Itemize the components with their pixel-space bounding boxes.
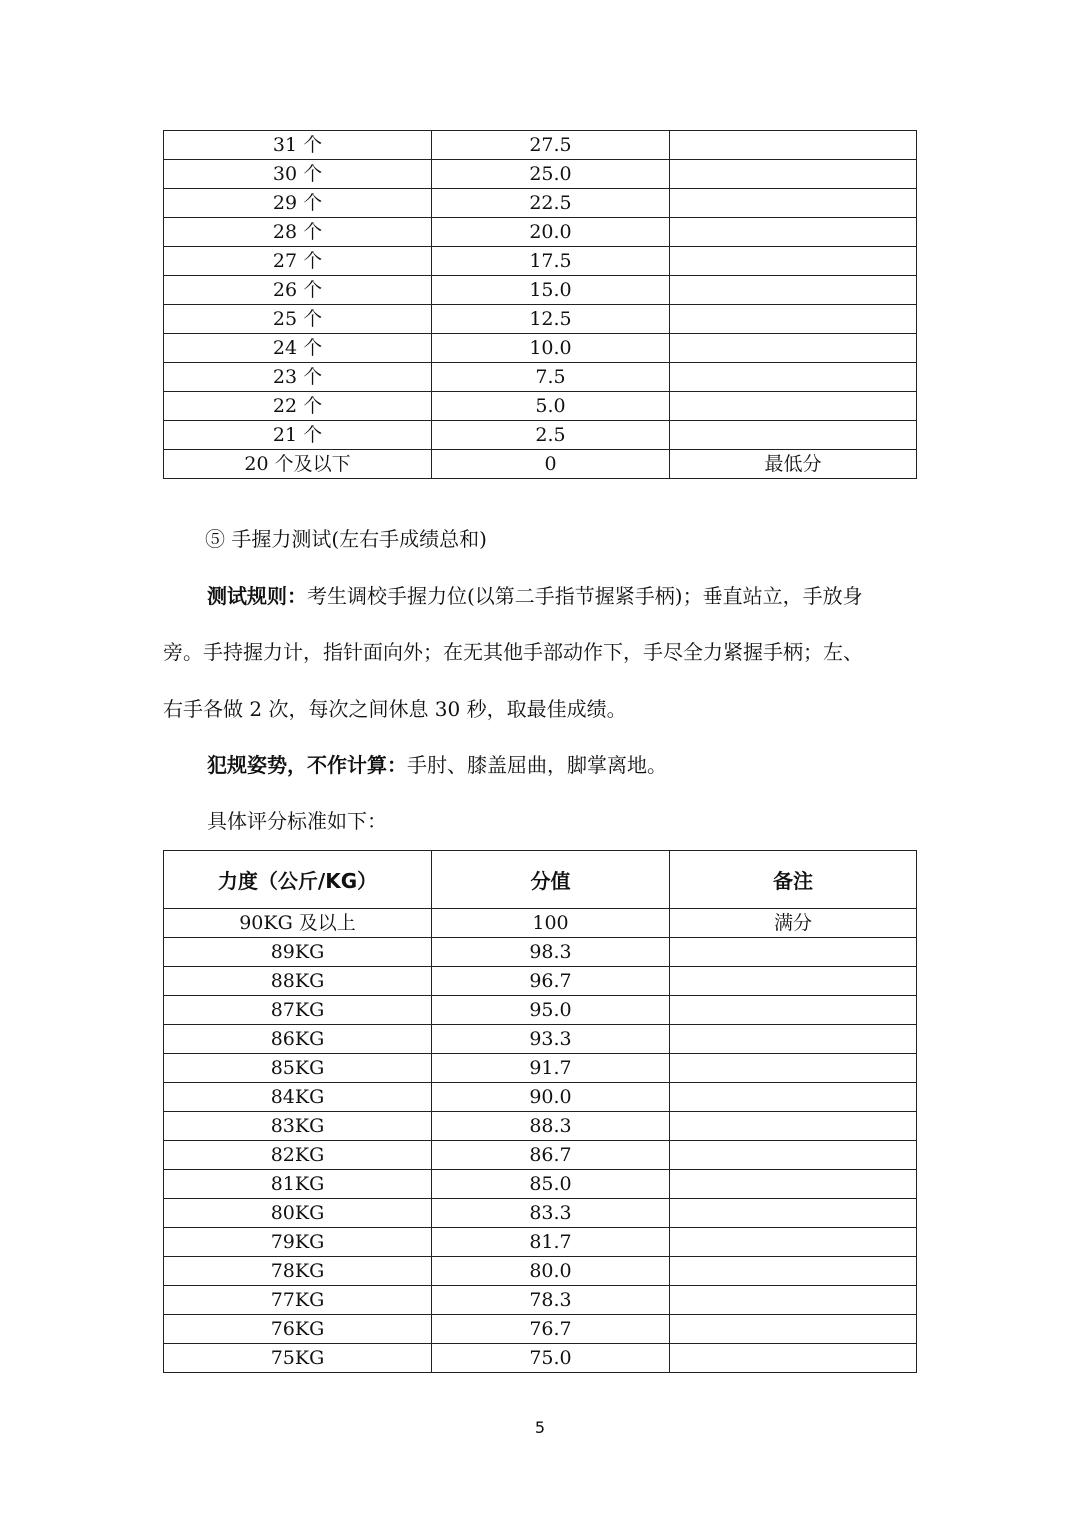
cell-score: 96.7 [432,967,670,996]
cell-remark [670,334,917,363]
grip-strength-table [163,850,917,1373]
cell-count: 84KG [164,1083,432,1112]
score-table-continued [163,130,917,479]
table-row [164,160,917,189]
cell-count: 88KG [164,967,432,996]
header-remark: 备注 [670,851,917,909]
cell-score: 7.5 [432,363,670,392]
table-row [164,1199,917,1228]
cell-score: 76.7 [432,1315,670,1344]
cell-count: 85KG [164,1054,432,1083]
cell-remark [670,1141,917,1170]
cell-score: 80.0 [432,1257,670,1286]
cell-score: 12.5 [432,305,670,334]
section-title: ⑤ 手握力测试(左右手成绩总和) [205,527,487,551]
cell-score: 0 [432,450,670,479]
table-row [164,1083,917,1112]
cell-score: 5.0 [432,392,670,421]
cell-remark [670,1083,917,1112]
table-row [164,305,917,334]
foul-posture-line [207,750,967,780]
cell-score: 81.7 [432,1228,670,1257]
cell-count: 87KG [164,996,432,1025]
cell-count: 23 个 [164,363,432,392]
cell-remark [670,189,917,218]
cell-remark [670,1286,917,1315]
cell-score: 100 [432,909,670,938]
table-row [164,421,917,450]
cell-score: 78.3 [432,1286,670,1315]
foul-posture-text: 手肘、膝盖屈曲，脚掌离地。 [407,753,667,777]
grip-table-body [164,909,917,1373]
criteria-intro: 具体评分标准如下： [207,809,387,833]
table-row [164,996,917,1025]
table-row [164,1025,917,1054]
cell-score: 86.7 [432,1141,670,1170]
table-row [164,189,917,218]
cell-count: 24 个 [164,334,432,363]
table-row [164,1112,917,1141]
cell-remark [670,421,917,450]
cell-score: 15.0 [432,276,670,305]
test-rules-line-3: 右手各做 2 次，每次之间休息 30 秒，取最佳成绩。 [163,697,627,721]
table-row [164,1315,917,1344]
table-row [164,1257,917,1286]
table-row [164,218,917,247]
table-row [164,450,917,479]
table-row [164,276,917,305]
cell-score: 91.7 [432,1054,670,1083]
table-row [164,1054,917,1083]
test-rules-label: 测试规则： [207,584,307,608]
cell-count: 90KG 及以上 [164,909,432,938]
cell-remark [670,1344,917,1373]
table-row [164,1141,917,1170]
table-row [164,1170,917,1199]
cell-remark [670,938,917,967]
cell-remark [670,160,917,189]
table-row [164,938,917,967]
cell-count: 77KG [164,1286,432,1315]
cell-count: 75KG [164,1344,432,1373]
cell-remark [670,1257,917,1286]
cell-count: 29 个 [164,189,432,218]
cell-remark [670,967,917,996]
cell-remark [670,247,917,276]
score-table-body [164,131,917,479]
cell-remark [670,1315,917,1344]
cell-remark: 满分 [670,909,917,938]
cell-score: 20.0 [432,218,670,247]
cell-count: 83KG [164,1112,432,1141]
cell-remark [670,1054,917,1083]
cell-score: 93.3 [432,1025,670,1054]
cell-remark [670,363,917,392]
cell-count: 26 个 [164,276,432,305]
cell-score: 2.5 [432,421,670,450]
cell-count: 30 个 [164,160,432,189]
cell-count: 78KG [164,1257,432,1286]
test-rules-text-1: 考生调校手握力位(以第二手指节握紧手柄)；垂直站立，手放身 [307,584,863,608]
cell-count: 27 个 [164,247,432,276]
cell-count: 82KG [164,1141,432,1170]
cell-score: 27.5 [432,131,670,160]
cell-remark: 最低分 [670,450,917,479]
cell-count: 86KG [164,1025,432,1054]
table-header-row [164,851,917,909]
cell-count: 81KG [164,1170,432,1199]
cell-score: 90.0 [432,1083,670,1112]
cell-score: 75.0 [432,1344,670,1373]
cell-count: 79KG [164,1228,432,1257]
table-row [164,363,917,392]
table-row [164,1344,917,1373]
test-rules-line-1 [207,581,967,611]
cell-score: 17.5 [432,247,670,276]
header-force: 力度（公斤/KG） [164,851,432,909]
cell-count: 28 个 [164,218,432,247]
cell-score: 83.3 [432,1199,670,1228]
table-row [164,131,917,160]
table-row [164,247,917,276]
table-row [164,392,917,421]
cell-score: 85.0 [432,1170,670,1199]
cell-count: 22 个 [164,392,432,421]
table-row [164,909,917,938]
cell-remark [670,131,917,160]
cell-count: 76KG [164,1315,432,1344]
cell-count: 20 个及以下 [164,450,432,479]
table-row [164,334,917,363]
header-score: 分值 [432,851,670,909]
cell-score: 10.0 [432,334,670,363]
cell-remark [670,1228,917,1257]
foul-posture-label: 犯规姿势，不作计算： [207,753,407,777]
cell-remark [670,305,917,334]
cell-remark [670,276,917,305]
cell-count: 21 个 [164,421,432,450]
cell-count: 25 个 [164,305,432,334]
cell-count: 31 个 [164,131,432,160]
cell-score: 22.5 [432,189,670,218]
test-rules-line-2: 旁。手持握力计，指针面向外；在无其他手部动作下，手尽全力紧握手柄；左、 [163,640,863,664]
cell-count: 89KG [164,938,432,967]
cell-remark [670,1025,917,1054]
cell-remark [670,996,917,1025]
cell-count: 80KG [164,1199,432,1228]
cell-remark [670,218,917,247]
cell-remark [670,1170,917,1199]
page-number: 5 [534,1418,546,1437]
cell-remark [670,1199,917,1228]
cell-remark [670,392,917,421]
cell-score: 95.0 [432,996,670,1025]
cell-score: 25.0 [432,160,670,189]
cell-remark [670,1112,917,1141]
table-row [164,967,917,996]
cell-score: 98.3 [432,938,670,967]
table-row [164,1286,917,1315]
table-row [164,1228,917,1257]
cell-score: 88.3 [432,1112,670,1141]
